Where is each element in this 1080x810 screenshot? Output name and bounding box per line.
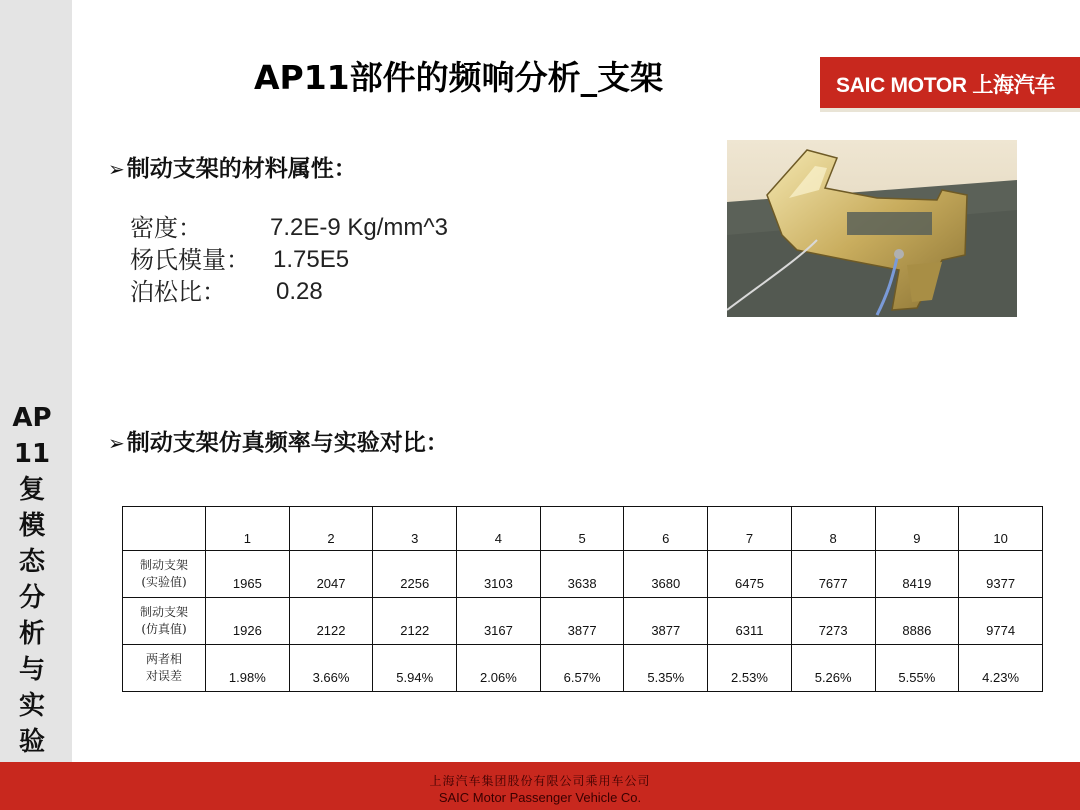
table-cell: 7677 [791, 551, 875, 598]
table-cell: 2122 [373, 598, 457, 645]
footer-company-en: SAIC Motor Passenger Vehicle Co. [438, 790, 642, 805]
table-row-label: 两者相 对误差 [123, 645, 206, 692]
property-value: 1.75E5 [273, 246, 350, 273]
left-sidebar [0, 0, 72, 762]
table-header-cell: 1 [206, 507, 290, 551]
table-header-cell: 10 [959, 507, 1043, 551]
table-cell: 5.35% [624, 645, 708, 692]
frequency-comparison-table [122, 506, 1043, 692]
table-cell: 2047 [289, 551, 373, 598]
table-cell: 7273 [791, 598, 875, 645]
brake-bracket-photo-icon [727, 140, 1017, 317]
table-header-cell: 4 [457, 507, 541, 551]
table-cell: 3877 [540, 598, 624, 645]
sidebar-title-char: AP [12, 403, 52, 433]
sidebar-title-char: 复 [18, 475, 45, 505]
table-cell: 2256 [373, 551, 457, 598]
bullet-arrow-icon: ➢ [108, 157, 125, 181]
table-cell: 8886 [875, 598, 959, 645]
table-header-cell: 9 [875, 507, 959, 551]
table-cell: 3103 [457, 551, 541, 598]
property-label: 密度： [130, 214, 202, 242]
sidebar-title-char: 分 [18, 583, 45, 613]
table-cell: 6311 [708, 598, 792, 645]
table-cell: 1.98% [206, 645, 290, 692]
property-row-poisson-ratio [130, 276, 323, 308]
table-cell: 9774 [959, 598, 1043, 645]
material-properties-heading-text: 制动支架的材料属性： [126, 156, 357, 182]
table-row-relative-error [123, 645, 1043, 692]
property-row-youngs-modulus [130, 244, 350, 276]
table-cell: 2122 [289, 598, 373, 645]
table-row-label: 制动支架 (仿真值) [123, 598, 206, 645]
brake-bracket-photo [727, 140, 1017, 317]
sidebar-title-char: 11 [13, 439, 51, 469]
sidebar-title-char: 态 [18, 547, 45, 577]
table-corner-cell [123, 507, 206, 551]
table-cell: 3638 [540, 551, 624, 598]
property-label: 泊松比： [130, 278, 226, 306]
sidebar-title-char: 实 [18, 691, 45, 721]
frequency-comparison-heading [108, 424, 449, 457]
table-header-cell: 3 [373, 507, 457, 551]
property-value: 7.2E-9 Kg/mm^3 [270, 214, 448, 241]
table-cell: 6475 [708, 551, 792, 598]
table-row-simulation [123, 598, 1043, 645]
page-title: AP11部件的频响分析_支架 [254, 58, 664, 97]
frequency-comparison-heading-text: 制动支架仿真频率与实验对比： [126, 430, 449, 456]
table-cell: 1965 [206, 551, 290, 598]
table-cell: 1926 [206, 598, 290, 645]
table-cell: 3.66% [289, 645, 373, 692]
table-cell: 9377 [959, 551, 1043, 598]
table-header-cell: 8 [791, 507, 875, 551]
table-cell: 3877 [624, 598, 708, 645]
property-label: 杨氏模量： [130, 246, 250, 274]
table-cell: 2.53% [708, 645, 792, 692]
table-header-row [123, 507, 1043, 551]
table-cell: 5.55% [875, 645, 959, 692]
table-cell: 6.57% [540, 645, 624, 692]
saic-motor-logo [820, 57, 1080, 112]
property-value: 0.28 [276, 278, 323, 305]
table-header-cell: 2 [289, 507, 373, 551]
table-cell: 3167 [457, 598, 541, 645]
footer-bar [0, 762, 1080, 810]
footer-company-cn: 上海汽车集团股份有限公司乘用车公司 [429, 774, 651, 788]
property-row-density [130, 212, 448, 244]
sidebar-title-char: 析 [18, 619, 45, 649]
table-row-experimental [123, 551, 1043, 598]
table-header-cell: 7 [708, 507, 792, 551]
material-properties-heading [108, 150, 357, 183]
table-cell: 4.23% [959, 645, 1043, 692]
table-cell: 2.06% [457, 645, 541, 692]
sidebar-title [0, 400, 64, 760]
table-row-label: 制动支架 (实验值) [123, 551, 206, 598]
sidebar-title-char: 验 [18, 727, 45, 757]
table-header-cell: 5 [540, 507, 624, 551]
table-cell: 5.26% [791, 645, 875, 692]
material-properties-list [130, 212, 448, 308]
table-cell: 5.94% [373, 645, 457, 692]
bullet-arrow-icon: ➢ [108, 431, 125, 455]
sidebar-title-char: 模 [18, 511, 45, 541]
table-cell: 3680 [624, 551, 708, 598]
sidebar-title-char: 与 [18, 655, 45, 685]
table-header-cell: 6 [624, 507, 708, 551]
logo-text: SAIC MOTOR 上海汽车 [836, 74, 1056, 97]
table-cell: 8419 [875, 551, 959, 598]
